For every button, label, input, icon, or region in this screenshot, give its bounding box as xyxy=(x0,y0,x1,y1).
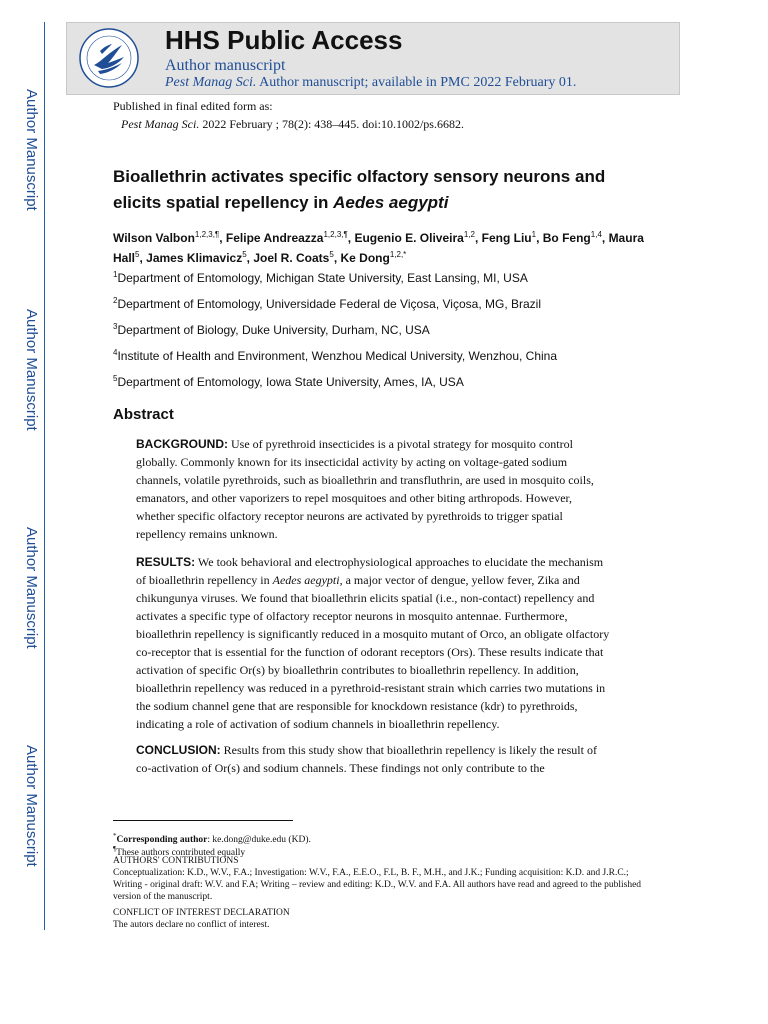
conflict-text: The autors declare no conflict of interest. xyxy=(113,920,270,930)
affiliation xyxy=(113,296,541,311)
affiliation-text: Department of Entomology, Universidade Federal de Viçosa, Viçosa, MG, Brazil xyxy=(117,297,541,311)
author-affiliation-marks: 1,2,3,¶ xyxy=(323,230,348,239)
author-separator: , xyxy=(219,231,226,245)
conclusion-text: Results from this study show that bioallethrin repellency is likely the result of co-activation of Or(s) and sodium channels. These findings not only contribute to the xyxy=(136,743,597,775)
author-affiliation-marks: 1,2,3,¶ xyxy=(194,230,220,239)
author-entry xyxy=(253,251,340,265)
results-text-cont: , a major vector of dengue, yellow fever, Zika and chikungunya viruses. We found that bioallethrin elicits spatial (i.e., non-contact) repellency and activates a specific type of olfactory receptor neurons in mosquito antennae. Furthermore, bioallethrin repellency is significantly reduced in a mosquito mutant of Orco, an obligate olfactory co-receptor that is essential for the function of odorant receptors (Ors). These results indicate that activation of specific Or(s) by bioallethrin contributes to bioallethrin repellency. In addition, bioallethrin repellency was reduced in a pyrethroid-resistant strain which carries two mutations in the sodium channel gene that are responsible for knockdown resistance (kdr) to pyrethroids, indicating a role of activation of sodium channels in bioallethrin repellency. xyxy=(136,573,610,731)
abstract-background xyxy=(136,435,610,543)
sidebar-label: Author Manuscript xyxy=(23,527,40,649)
affiliation-text: Department of Biology, Duke University, Durham, NC, USA xyxy=(117,323,430,337)
background-label: BACKGROUND: xyxy=(136,437,228,451)
published-citation xyxy=(121,117,464,132)
results-species: Aedes aegypti xyxy=(272,573,340,587)
author-affiliation-marks: 5 xyxy=(329,250,334,259)
author-affiliation-marks: 5 xyxy=(242,250,247,259)
author-name: Wilson Valbon xyxy=(113,231,195,245)
author-separator: , xyxy=(347,231,355,245)
author-entry xyxy=(354,231,481,245)
results-text: We took behavioral and electrophysiological approaches to elucidate the mechanism of bioallethrin repellency in xyxy=(136,555,604,587)
author-affiliation-marks: 1 xyxy=(531,230,537,239)
article-title-species: Aedes aegypti xyxy=(333,193,449,212)
author-name: James Klimavicz xyxy=(146,251,243,265)
affiliation xyxy=(113,348,557,363)
footnote-rule xyxy=(113,820,293,821)
author-separator: , xyxy=(601,231,609,245)
author-name: Eugenio E. Oliveira xyxy=(354,231,464,245)
abstract-conclusion xyxy=(136,741,610,777)
author-separator: , xyxy=(139,251,147,265)
author-separator: , xyxy=(536,231,543,245)
published-label: Published in final edited form as: xyxy=(113,99,273,113)
author-list xyxy=(113,228,673,268)
corresponding-star: * xyxy=(113,832,117,840)
abstract-results xyxy=(136,553,610,733)
author-entry xyxy=(340,251,406,265)
author-affiliation-marks: 1,2 xyxy=(463,230,475,239)
author-name: Felipe Andreazza xyxy=(225,231,324,245)
equal-mark: ¶ xyxy=(113,845,117,853)
author-affiliation-marks: 1,4 xyxy=(590,230,602,239)
abstract-heading: Abstract xyxy=(113,406,174,423)
affiliation xyxy=(113,374,464,389)
author-entry xyxy=(226,231,355,245)
sidebar-label: Author Manuscript xyxy=(23,89,40,211)
affiliation-text: Department of Entomology, Michigan State University, East Lansing, MI, USA xyxy=(117,271,528,285)
contributions-heading: AUTHORS' CONTRIBUTIONS xyxy=(113,856,239,866)
header-availability-text: Author manuscript; available in PMC 2022 February 01. xyxy=(256,75,577,90)
affiliation-number: 4 xyxy=(113,348,118,357)
header-subtitle: Author manuscript xyxy=(165,57,286,74)
author-name: Bo Feng xyxy=(542,231,591,245)
author-entry xyxy=(482,231,543,245)
hhs-eagle-seal-icon xyxy=(78,27,140,89)
author-separator: , xyxy=(474,231,482,245)
author-affiliation-marks: 5 xyxy=(135,250,140,259)
author-entry xyxy=(113,231,226,245)
affiliation-number: 1 xyxy=(113,270,118,279)
author-name: Feng Liu xyxy=(481,231,532,245)
published-citation-text: 2022 February ; 78(2): 438–445. doi:10.1002/ps.6682. xyxy=(199,117,464,131)
author-name: Maura Hall xyxy=(113,231,644,265)
affiliation-number: 5 xyxy=(113,374,118,383)
hhs-header xyxy=(66,22,680,95)
sidebar-label: Author Manuscript xyxy=(23,309,40,431)
corresponding-label: Corresponding author xyxy=(116,835,208,846)
corresponding-email: : ke.dong@duke.edu (KD). xyxy=(207,835,311,846)
published-journal: Pest Manag Sci. xyxy=(121,117,200,131)
author-name: Ke Dong xyxy=(340,251,390,265)
affiliation-text: Department of Entomology, Iowa State University, Ames, IA, USA xyxy=(117,375,464,389)
header-title: HHS Public Access xyxy=(165,25,403,55)
background-text: Use of pyrethroid insecticides is a pivotal strategy for mosquito control globally. Commonly known for its insecticidal activity by acting on voltage-gated sodium channels, volatile pyrethroids, such as bioallethrin and transfluthrin, are used in mosquito coils, emanators, and other vaporizers to repel mosquitoes and other biting arthropods. However, whether specific olfactory receptor neurons are activated by pyrethroids to trigger spatial repellency remains unknown. xyxy=(136,437,594,541)
header-availability xyxy=(165,75,576,91)
equal-text: These authors contributed equally xyxy=(116,848,246,859)
header-journal: Pest Manag Sci. xyxy=(165,75,257,90)
affiliation-number: 3 xyxy=(113,322,118,331)
sidebar-label: Author Manuscript xyxy=(23,745,40,867)
affiliation-number: 2 xyxy=(113,296,118,305)
author-name: Joel R. Coats xyxy=(253,251,330,265)
author-separator: , xyxy=(246,251,254,265)
results-label: RESULTS: xyxy=(136,555,196,569)
author-entry xyxy=(146,251,253,265)
conflict-heading: CONFLICT OF INTEREST DECLARATION xyxy=(113,908,290,918)
affiliation xyxy=(113,322,430,337)
author-entry xyxy=(543,231,609,245)
article-title xyxy=(113,164,653,216)
author-separator: , xyxy=(333,251,341,265)
conclusion-label: CONCLUSION: xyxy=(136,743,221,757)
affiliation xyxy=(113,270,528,285)
article-title-text: Bioallethrin activates specific olfactory sensory neurons and elicits spatial repellency in xyxy=(113,167,606,212)
author-affiliation-marks: 1,2,* xyxy=(389,250,407,259)
contributions-text: Conceptualization: K.D., W.V., F.A.; Investigation: W.V., F.A., E.E.O., F.L, B. F., M.H., and J.K.; Funding acquisition: K.D. and J.R.C.; Writing - original draft: W.V. and F.A; Writing – review and editing: K.D., W.V. and F.A. All authors have read and agreed to the published version of the manuscript. xyxy=(113,868,642,902)
affiliation-text: Institute of Health and Environment, Wenzhou Medical University, Wenzhou, China xyxy=(117,349,558,363)
